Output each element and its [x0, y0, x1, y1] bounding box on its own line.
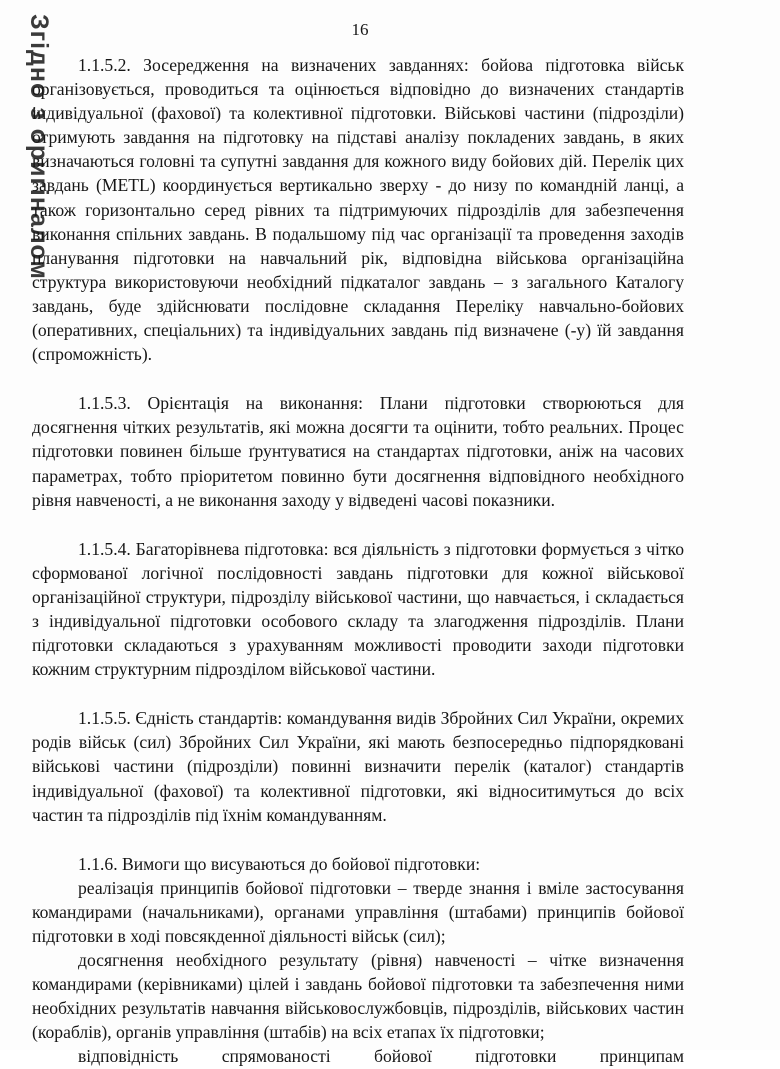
paragraph-1-1-5-3 [32, 391, 684, 511]
document-body [32, 53, 684, 1069]
paragraph-text: Зосередження на визначених завданнях: бойова підготовка військ організовується, проводиться та оцінюється відповідно до визначених стандартів індивідуальної (фахової) та колективної підготовки. Військові частини (підрозділи) отримують завдання на підготовку на підставі аналізу покладених завдань, в яких визначаються головні та супутні завдання для кожного виду бойових дій. Перелік цих завдань (METL) координується вертикально зверху - до низу по командній ланці, а також горизонтально серед рівних та підтримуючих підрозділів для забезпечення виконання спільних завдань. В подальшому під час організації та проведення заходів планування підготовки на навчальний рік, відповідна військова організаційна структура використовуючи необхідний підкаталог завдань – з загального Каталогу завдань, буде здійснювати послідовне складання Переліку навчально-бойових (оперативних, спеціальних) та індивідуальних завдань під визначене (-у) їй завдання (спроможність). [32, 55, 684, 365]
paragraph-1-1-5-4 [32, 537, 684, 682]
paragraph-1-1-5-2 [32, 53, 684, 366]
section-number: 1.1.6. [78, 853, 118, 874]
paragraph-text: Багаторівнева підготовка: вся діяльність з підготовки формується з чітко сформованої логічної послідовності завдань підготовки для кожної військової організаційної структури, підрозділу військової частини, що навчається, і складається з індивідуальної підготовки особового складу та злагодження підрозділів. Плани підготовки складаються з урахуванням можливості проводити заходи підготовки кожним структурним підрозділом військової частини. [32, 538, 684, 680]
paragraph-text: Орієнтація на виконання: Плани підготовки створюються для досягнення чітких результатів, які можна досягти та оцінити, тобто реальних. Процес підготовки повинен більше ґрунтуватися на стандартах підготовки, аніж на часових параметрах, тобто пріоритетом повинно бути досягнення відповідного необхідного рівня навченості, а не виконання заходу у відведені часові показники. [32, 393, 684, 510]
paragraph-number: 1.1.5.5. [78, 708, 131, 729]
paragraph-number: 1.1.5.3. [78, 393, 131, 414]
section-title: Вимоги що висуваються до бойової підготовки: [122, 853, 481, 874]
section-1-1-6-heading [32, 852, 684, 876]
requirement-item: відповідність спрямованості бойової підготовки принципам [78, 1046, 684, 1067]
requirement-item: досягнення необхідного результату (рівня) навченості – чітке визначення командирами (керівниками) цілей і завдань бойової підготовки та забезпечення ними необхідних результатів навчання військовослужбовців, підрозділів, військових частин (кораблів), органів управління (штабів) на всіх етапах їх підготовки; [32, 950, 684, 1043]
paragraph-text: Єдність стандартів: командування видів Збройних Сил України, окремих родів військ (сил) Збройних Сил України, які мають безпосередньо підпорядковані військові частини (підрозділи) повинні визначити перелік (каталог) стандартів індивідуальної (фахової) та колективної підготовки, які відноситимуться до всіх частин та підрозділів під їхнім командуванням. [32, 708, 684, 825]
paragraph-number: 1.1.5.4. [78, 538, 131, 559]
page-number: 16 [351, 20, 369, 39]
stamp-text: Згідно з оригіналом [25, 14, 53, 280]
paragraph-number: 1.1.5.2. [78, 55, 131, 75]
paragraph-1-1-5-5 [32, 706, 684, 826]
requirement-item: реалізація принципів бойової підготовки – тверде знання і вміле застосування командирами (начальниками), органами управління (штабами) принципів бойової підготовки в ході повсякденної діяльності військ (сил); [32, 877, 684, 946]
